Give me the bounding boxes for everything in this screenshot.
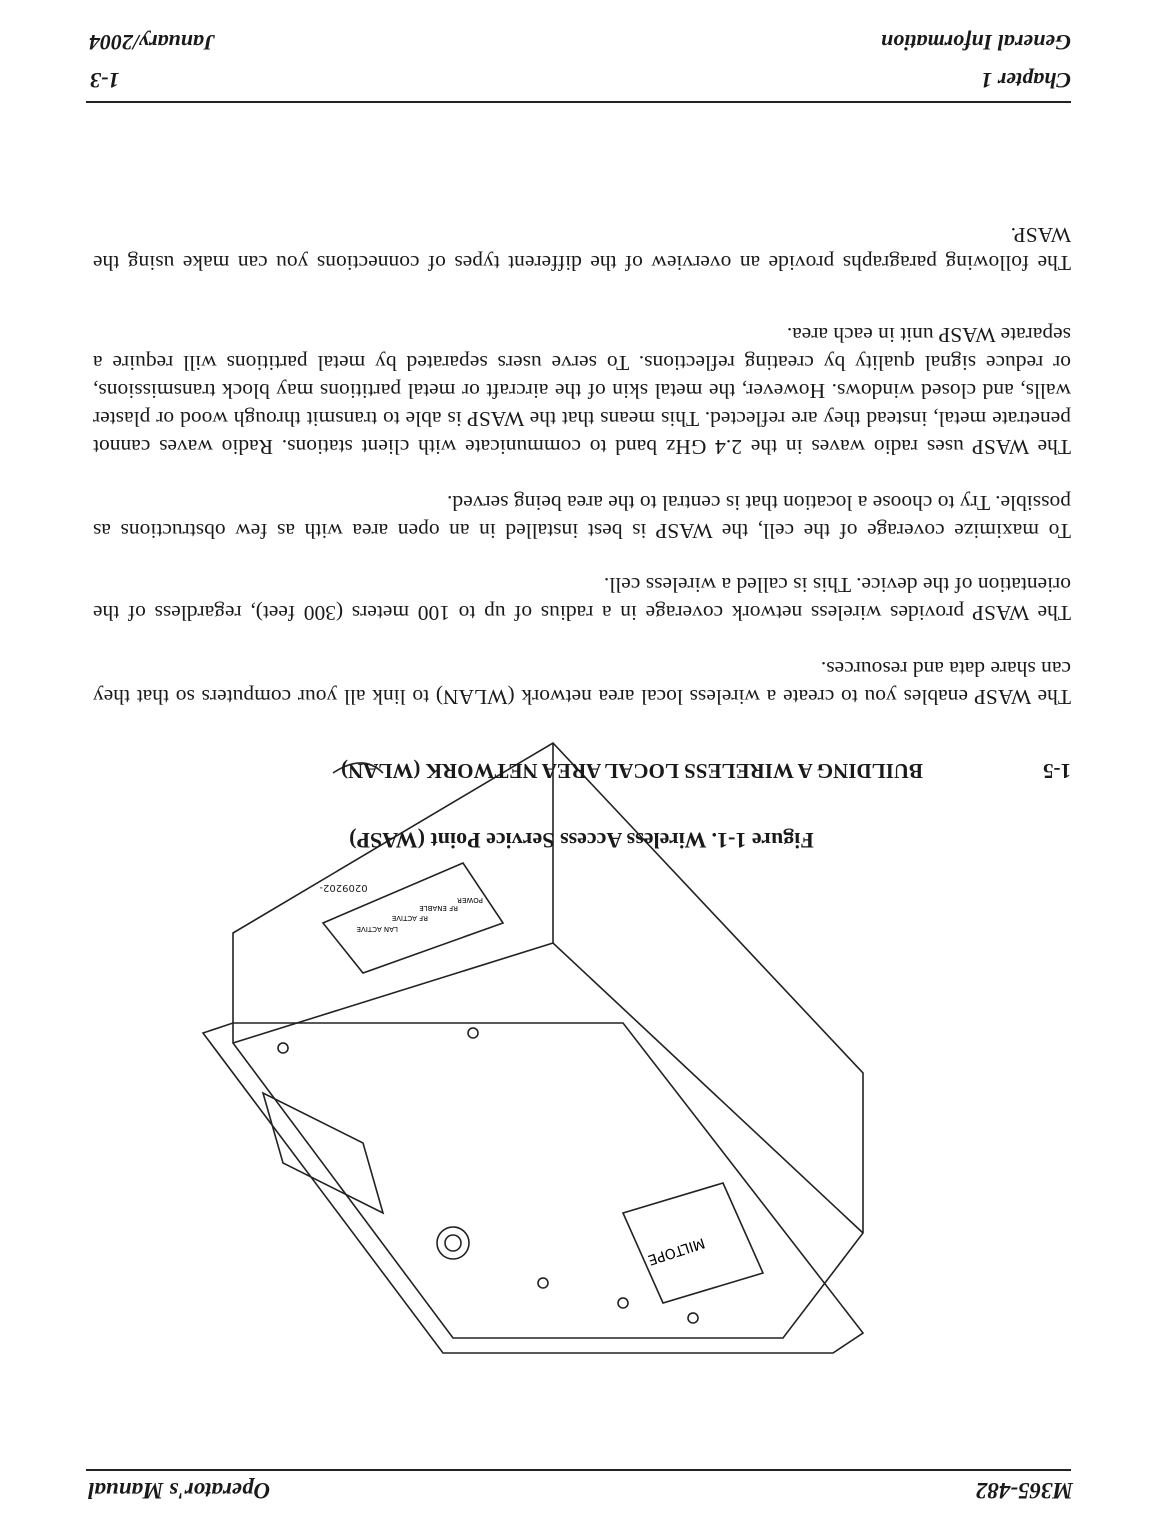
device-top-edges xyxy=(233,943,863,1233)
drawing-number: 0209202- xyxy=(319,882,368,893)
paragraph-wlan-intro: The WASP enables you to create a wireless local area network (WLAN) to link all your computers so that they can share data and resources. xyxy=(93,657,1071,709)
paragraph-overview: The following paragraphs provide an overview of the different types of connections you can make using the WASP. xyxy=(93,223,1071,275)
header-rule xyxy=(86,1469,1071,1471)
nameplate xyxy=(263,1093,383,1213)
led-label-lan-active: LAN ACTIVE xyxy=(356,925,398,933)
chapter-name: General Information xyxy=(880,30,1071,55)
paragraph-coverage: The WASP provides wireless network coverage in a radius of up to 100 meters (300 feet), regardless of the orientation of the device. This is called a wireless cell. xyxy=(93,573,1071,625)
section-number: 1-5 xyxy=(1043,759,1071,783)
document-number: M365-482 xyxy=(975,1478,1073,1503)
led-label-rf-enable: RF ENABLE xyxy=(419,904,458,912)
section-title: BUILDING A WIRELESS LOCAL AREA NETWORK (WLAN) xyxy=(341,759,923,783)
figure-caption: Figure 1-1. Wireless Access Service Point (WASP) xyxy=(349,828,814,853)
manual-title: Operator's Manual xyxy=(88,1478,271,1503)
chapter-label: Chapter 1 xyxy=(981,68,1071,93)
wasp-device-illustration xyxy=(163,713,923,1393)
revision-date: January/2004 xyxy=(89,30,215,55)
paragraph-radio-waves: The WASP uses radio waves in the 2.4 GHz band to communicate with client stations. Radio waves cannot penetrate metal, instead they are reflected. This means that the WASP is able to transmit through wood or plaster walls, and closed windows. However, the metal skin of the aircraft or metal partitions may block transmissions, or reduce signal quality by creating reflections. To serve users separated by metal partitions will require a separate WASP unit in each area. xyxy=(93,323,1071,459)
page-number: 1-3 xyxy=(90,68,120,93)
footer-rule xyxy=(86,101,1071,103)
brand-label: MILTOPE xyxy=(645,1234,707,1268)
antenna-connector xyxy=(437,1227,469,1259)
mounting-flange xyxy=(203,1023,863,1353)
paragraph-placement: To maximize coverage of the cell, the WASP is best installed in an open area with as few obstructions as possible. Try to choose a location that is central to the area being served. xyxy=(93,491,1071,543)
led-label-power: POWER xyxy=(457,896,483,904)
led-label-rf-active: RF ACTIVE xyxy=(391,914,428,922)
